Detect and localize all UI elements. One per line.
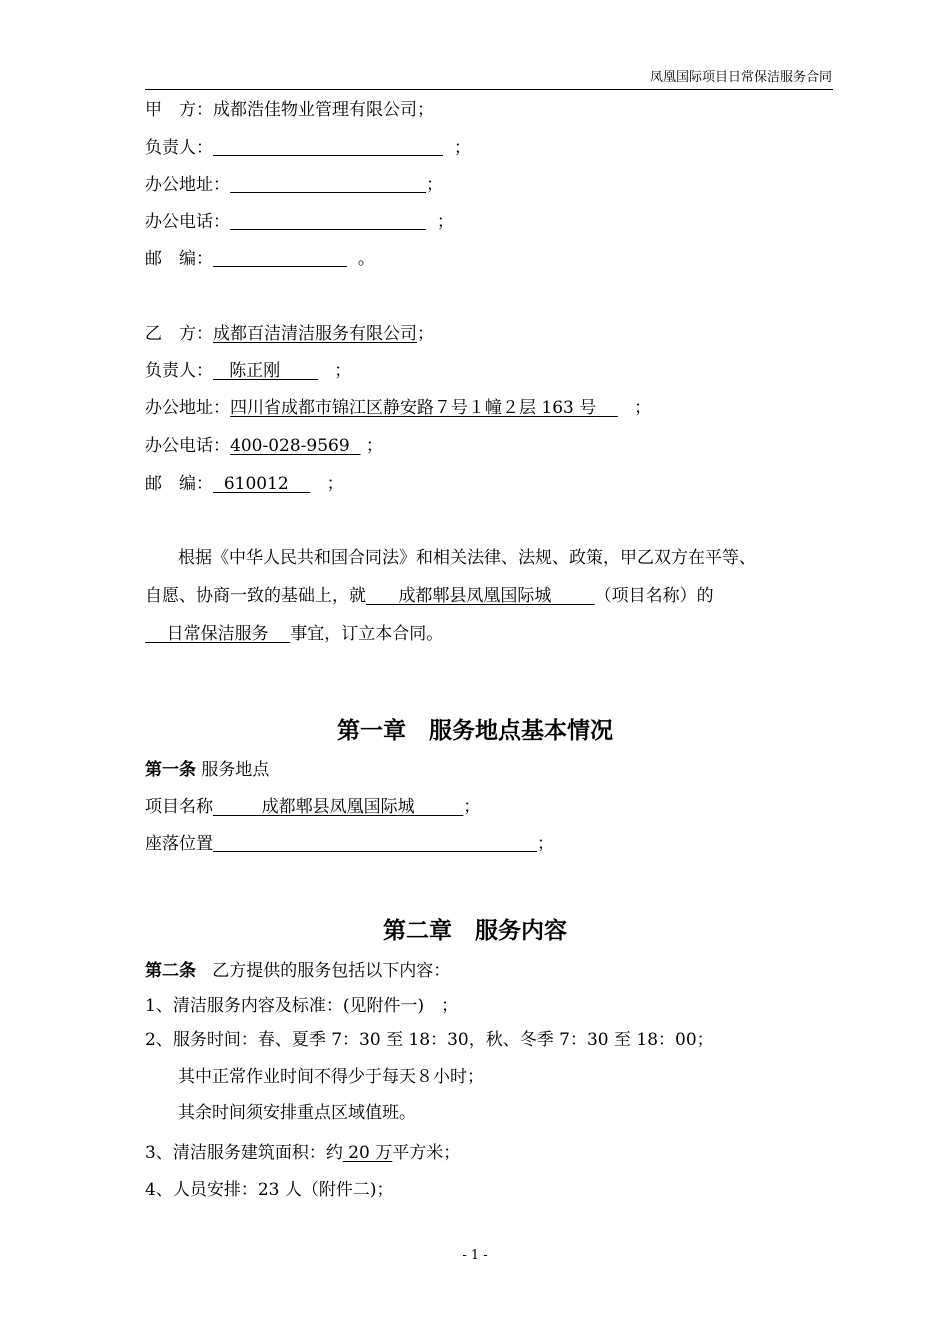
service-item-3	[145, 1142, 460, 1164]
party-b-phone-end: ；	[365, 436, 383, 456]
party-b-label: 乙 方：	[145, 324, 213, 344]
article-1-label: 第一条	[145, 760, 196, 780]
party-a-manager-line	[145, 137, 471, 159]
party-a-phone-blank	[230, 213, 426, 230]
service-item-4: 4、人员安排：23 人（附件二)；	[145, 1180, 394, 1200]
article-2-text: 乙方提供的服务包括以下内容：	[212, 961, 451, 981]
party-a-phone-line	[145, 211, 454, 233]
preamble-line-1: 根据《中华人民共和国合同法》和相关法律、法规、政策，甲乙双方在平等、	[178, 548, 756, 568]
party-a-address-end: ；	[426, 175, 443, 195]
party-b-address-label: 办公地址：	[145, 398, 230, 418]
location-end: ；	[537, 834, 554, 854]
party-b-manager-end: ；	[334, 361, 352, 381]
service-item-3-pre: 3、清洁服务建筑面积：约	[145, 1143, 343, 1163]
preamble-service	[145, 624, 290, 644]
service-item-3-post: 平方米；	[392, 1143, 461, 1163]
party-a-line	[145, 99, 434, 121]
service-item-2-sub-1: 其中正常作业时间不得少于每天８小时；	[178, 1067, 484, 1087]
project-name-end: ；	[463, 797, 481, 817]
party-a-name: 成都浩佳物业管理有限公司	[213, 100, 417, 120]
party-b-manager	[213, 361, 318, 381]
article-1-line	[145, 759, 269, 781]
preamble-line-2-post: （项目名称）的	[594, 586, 714, 606]
party-b-phone	[230, 436, 360, 456]
party-b-manager-value: 陈正刚	[229, 361, 281, 381]
service-item-3-value: 20 万	[348, 1143, 393, 1163]
party-b-name: 成都百洁清洁服务有限公司	[213, 324, 417, 344]
article-2-line	[145, 960, 450, 982]
party-a-postcode-blank	[213, 250, 347, 267]
party-b-address-value: 四川省成都市锦江区静安路７号１幢２层 163 号	[230, 398, 597, 418]
preamble-line-2-pre: 自愿、协商一致的基础上，就	[145, 586, 366, 606]
party-a-phone-label: 办公电话：	[145, 212, 230, 232]
party-b-address-line	[145, 397, 651, 419]
party-b-postcode-value: 610012	[223, 474, 289, 494]
preamble-line-2	[145, 585, 714, 607]
preamble-project	[366, 586, 595, 606]
party-a-manager-label: 负责人：	[145, 138, 213, 158]
article-2-label: 第二条	[145, 961, 196, 981]
service-item-2-sub-2: 其余时间须安排重点区域值班。	[178, 1103, 416, 1123]
location-label: 座落位置	[145, 834, 213, 854]
party-a-postcode-end: 。	[357, 249, 375, 269]
party-b-address-end: ；	[634, 398, 652, 418]
party-a-postcode-label: 邮 编：	[145, 249, 213, 269]
party-b-phone-line	[145, 435, 383, 457]
party-b-name-end: ；	[417, 324, 434, 344]
party-b-postcode-line	[145, 473, 344, 495]
running-header: 凤凰国际项目日常保洁服务合同	[649, 70, 832, 85]
project-name-line	[145, 796, 480, 818]
preamble-line-3	[145, 623, 443, 645]
chapter-2-title: 第二章 服务内容	[383, 918, 567, 944]
party-b-postcode	[213, 474, 310, 494]
party-b-line	[145, 323, 434, 345]
party-a-address-label: 办公地址：	[145, 175, 230, 195]
service-item-2: 2、服务时间：春、夏季 7：30 至 18：30，秋、冬季 7：30 至 18：00；	[145, 1030, 714, 1050]
project-name-value: 成都郫县凤凰国际城	[261, 797, 415, 817]
party-b-address	[230, 398, 618, 418]
party-a-address-blank	[230, 176, 426, 193]
party-b-manager-line	[145, 360, 351, 382]
party-a-phone-end: ；	[436, 212, 454, 232]
preamble-service-value: 日常保洁服务	[166, 624, 269, 644]
party-a-manager-blank	[213, 139, 443, 156]
party-b-postcode-end: ；	[326, 474, 344, 494]
preamble-line-3-post: 事宜，订立本合同。	[290, 624, 444, 644]
page-number: - 1 -	[462, 1248, 488, 1263]
party-a-name-end: ；	[417, 100, 434, 120]
party-a-postcode-line	[145, 248, 375, 270]
party-a-manager-end: ；	[453, 138, 471, 158]
service-item-1: 1、清洁服务内容及标准：(见附件一) ；	[145, 996, 459, 1016]
article-1-title: 服务地点	[201, 760, 270, 780]
chapter-1-title: 第一章 服务地点基本情况	[337, 718, 613, 744]
service-item-3-area	[343, 1143, 392, 1163]
preamble-project-value: 成都郫县凤凰国际城	[398, 586, 552, 606]
party-a-label: 甲 方：	[145, 100, 213, 120]
header-divider	[145, 89, 833, 90]
location-line	[145, 833, 554, 855]
location-blank	[213, 835, 537, 852]
party-b-phone-value: 400-028-9569	[230, 436, 350, 456]
project-name-label: 项目名称	[145, 797, 213, 817]
party-b-phone-label: 办公电话：	[145, 436, 230, 456]
party-a-address-line	[145, 174, 443, 196]
project-name	[213, 797, 463, 817]
party-b-postcode-label: 邮 编：	[145, 474, 213, 494]
party-b-manager-label: 负责人：	[145, 361, 213, 381]
